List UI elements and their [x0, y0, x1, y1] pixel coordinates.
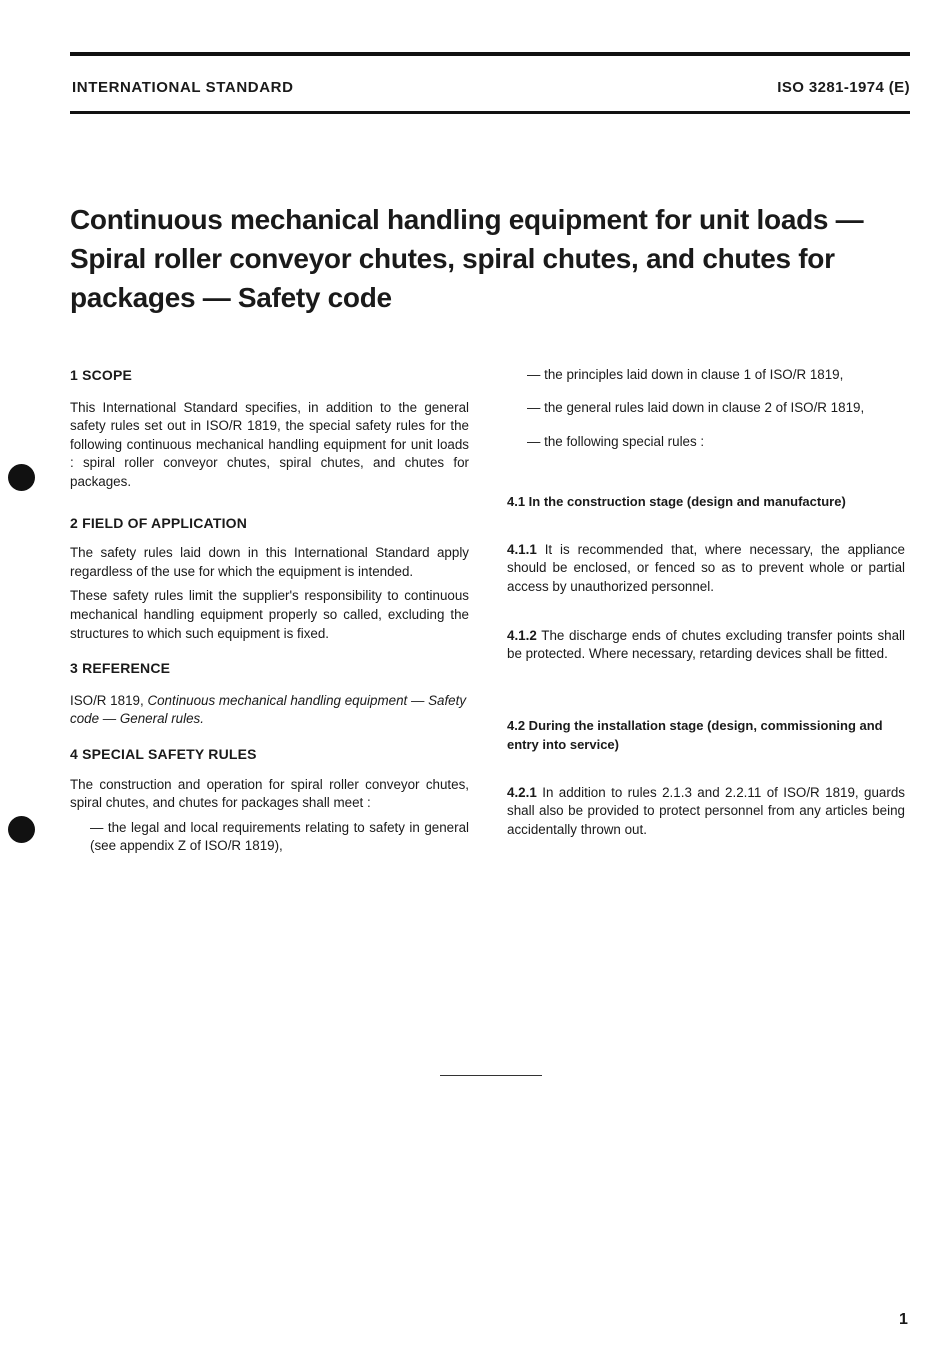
right-column: [507, 366, 905, 840]
standard-number: ISO 3281-1974 (E): [777, 79, 910, 96]
section-1-heading: 1 SCOPE: [70, 367, 133, 383]
section-4-1-heading: 4.1 In the construction stage (design and manufacture): [507, 493, 846, 509]
list-item: — the general rules laid down in clause 2 of ISO/R 1819,: [527, 399, 865, 415]
reference-title: Continuous mechanical handling equipment — Safety code — General rules.: [70, 692, 467, 727]
document-type-label: INTERNATIONAL STANDARD: [72, 79, 294, 96]
section-4-1-1-text: [507, 541, 905, 597]
section-2-text-1: The safety rules laid down in this International Standard apply regardless of the use for which the equipment is intended.: [70, 545, 469, 579]
left-column: [70, 366, 469, 856]
binder-hole-mark: [8, 816, 35, 843]
reference-number: ISO/R 1819,: [70, 692, 144, 708]
title-line-1: Continuous mechanical handling equipment for unit loads —: [70, 204, 864, 235]
section-2-heading: 2 FIELD OF APPLICATION: [70, 514, 248, 531]
clause-number: 4.2.1: [507, 784, 537, 800]
clause-text: It is recommended that, where necessary, the appliance should be enclosed, or fenced so as to prevent whole or partial access by unauthorized personnel.: [507, 541, 905, 594]
header-bottom-rule: [70, 111, 910, 114]
section-1-text: This International Standard specifies, in addition to the general safety rules set out in ISO/R 1819, the special safety rules for the following continuous mechanical handling equipment for unit loads : spiral roller conveyor chutes, spiral chutes, and chutes for packages.: [70, 399, 469, 489]
section-4-heading: 4 SPECIAL SAFETY RULES: [70, 745, 257, 762]
page-number: 1: [899, 1311, 908, 1328]
end-of-text-rule: [440, 1075, 542, 1076]
clause-number: 4.1.1: [507, 541, 537, 557]
header-top-rule: [70, 52, 910, 56]
section-3-heading: 3 REFERENCE: [70, 660, 171, 677]
list-item: — the legal and local requirements relating to safety in general (see appendix Z of ISO/R 1819),: [90, 819, 469, 854]
section-4-1-2-text: [507, 627, 905, 664]
section-4-2-heading: 4.2 During the installation stage (design, commissioning and entry into service): [507, 717, 883, 752]
title-line-2: Spiral roller conveyor chutes, spiral chutes, and chutes for: [70, 243, 835, 274]
section-4-2-1-text: [507, 784, 905, 840]
page-title: [70, 200, 920, 317]
section-4-text: The construction and operation for spiral roller conveyor chutes, spiral chutes, and chutes for packages shall meet :: [70, 776, 469, 811]
clause-text: The discharge ends of chutes excluding transfer points shall be protected. Where necessary, retarding devices shall be fitted.: [507, 627, 905, 662]
section-3-reference: [70, 692, 469, 729]
clause-number: 4.1.2: [507, 627, 537, 643]
section-2-text-2: These safety rules limit the supplier's responsibility to continuous mechanical handling equipment properly so called, excluding the structures to which such equipment is fixed.: [70, 588, 469, 641]
binder-hole-mark: [8, 464, 35, 491]
list-item: — the principles laid down in clause 1 of ISO/R 1819,: [527, 367, 844, 382]
list-item: — the following special rules :: [527, 434, 705, 450]
title-line-3: packages — Safety code: [70, 282, 392, 313]
clause-text: In addition to rules 2.1.3 and 2.2.11 of ISO/R 1819, guards shall also be provided to protect personnel from any articles being accidentally thrown out.: [507, 784, 905, 837]
